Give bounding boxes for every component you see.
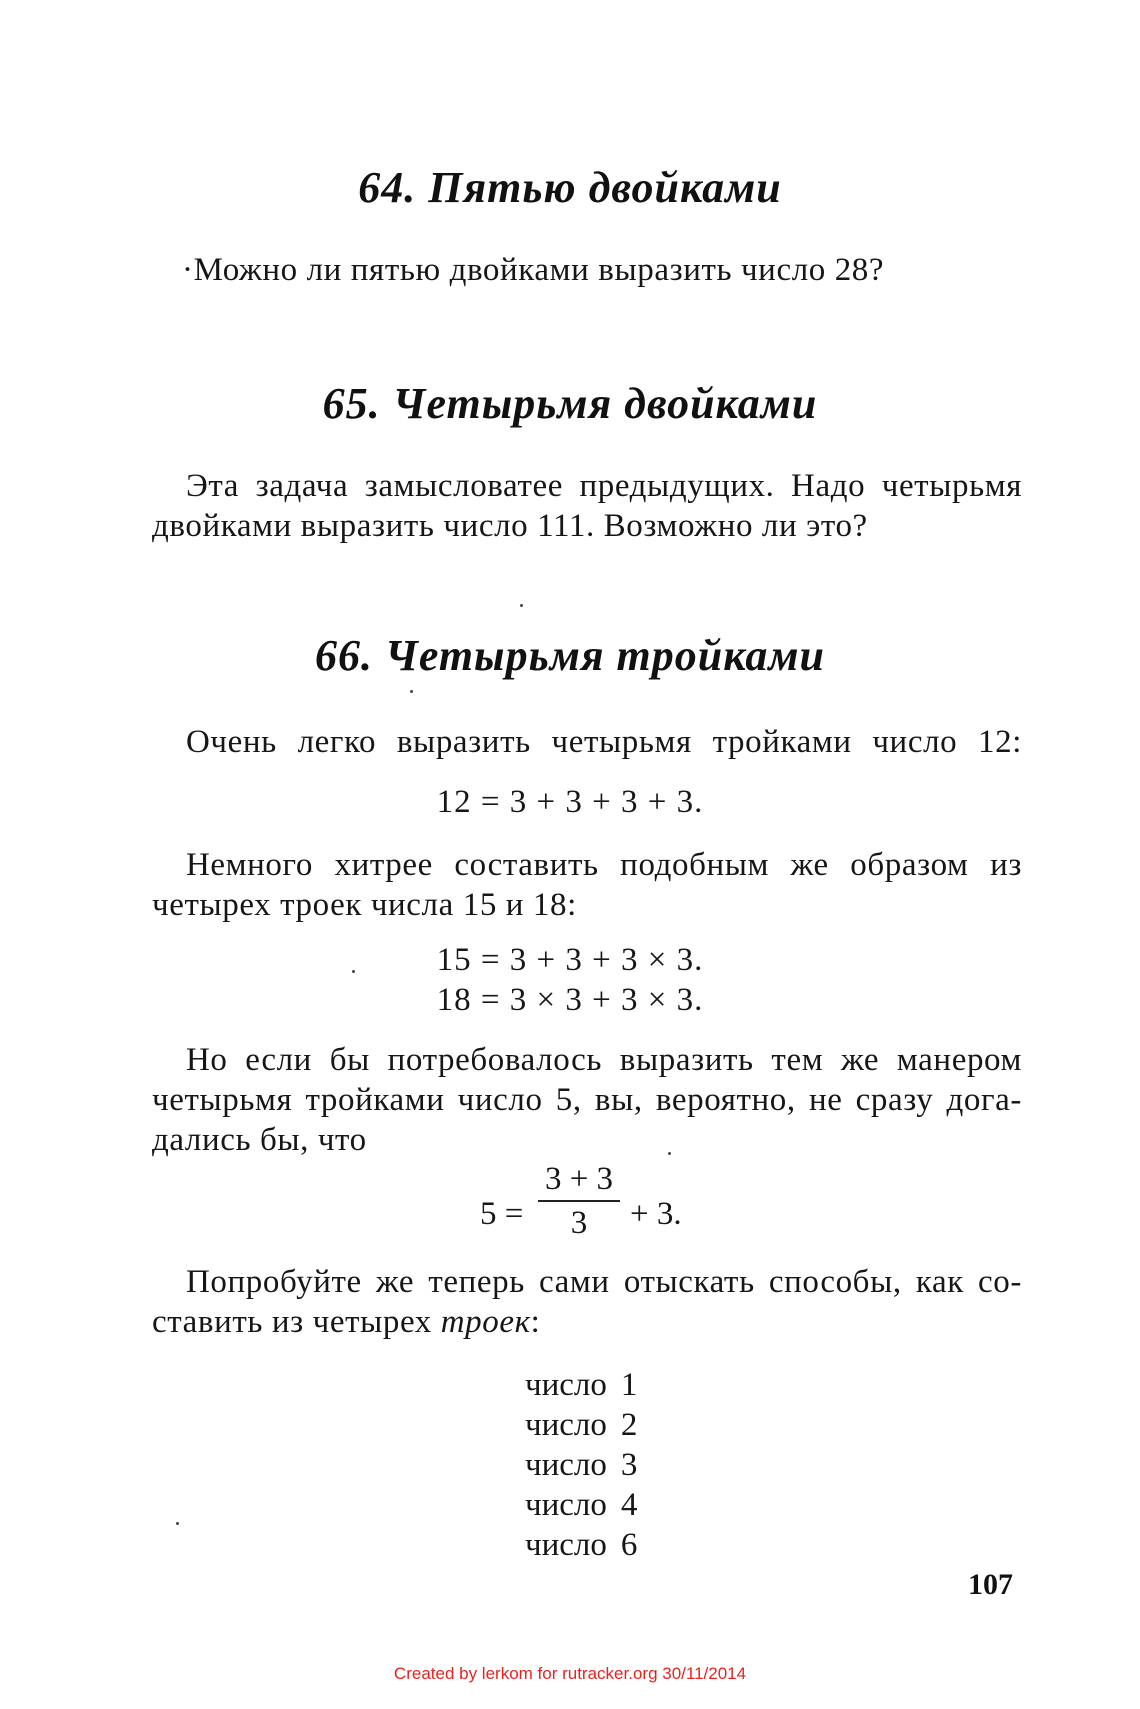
formula-15-18	[0, 940, 1140, 1020]
formula-18-text: 18 = 3 × 3 + 3 × 3.	[436, 982, 704, 1018]
problem-64-text	[152, 250, 1022, 290]
formula-5-denominator: 3	[570, 1205, 588, 1241]
formula-5-lhs: 5 =	[480, 1196, 524, 1232]
problem-65-line-2: двойками выразить число 111. Возможно ли это?	[152, 508, 868, 544]
para-4-line-2-prefix: ставить из четырех	[152, 1304, 432, 1340]
problem-66-para-2-line-1: Немного хитрее составить подобным же образом из	[186, 847, 1022, 883]
problem-66-para-3-line-3: дались бы, что	[152, 1122, 367, 1158]
scan-speck	[668, 1152, 671, 1155]
list-item-number: 3	[620, 1447, 638, 1483]
problem-65-line-1: Эта задача замысловатее предыдущих. Надо четырьмя	[186, 468, 1022, 504]
list-item-number: 4	[620, 1487, 638, 1523]
list-item-label: число	[525, 1407, 607, 1443]
fraction-bar	[538, 1200, 620, 1202]
number-list	[525, 1365, 637, 1565]
problem-66-para-3-line-1: Но если бы потребовалось выразить тем же манером	[186, 1042, 1022, 1078]
scan-speck	[520, 604, 523, 607]
scan-speck	[352, 970, 355, 973]
scan-speck	[176, 1522, 179, 1525]
list-item	[525, 1365, 637, 1405]
problem-66-para-4	[152, 1262, 1022, 1342]
list-item-number: 1	[620, 1367, 638, 1403]
page-number: 107	[968, 1568, 1013, 1601]
problem-65-text	[152, 466, 1022, 546]
formula-5-numerator: 3 + 3	[544, 1161, 614, 1197]
problem-64-line-1: ·Можно ли пятью двойками выразить число 28?	[182, 252, 885, 288]
formula-5-rhs: + 3.	[630, 1196, 682, 1232]
problem-66-para-2-line-2: четырех троек числа 15 и 18:	[152, 887, 577, 923]
formula-12-text: 12 = 3 + 3 + 3 + 3.	[436, 784, 704, 820]
list-item-label: число	[525, 1487, 607, 1523]
formula-15-text: 15 = 3 + 3 + 3 × 3.	[436, 942, 704, 978]
problem-65-heading: 65. Четырьмя двойками	[322, 379, 818, 428]
problem-66-para-2	[152, 845, 1022, 925]
list-item-label: число	[525, 1527, 607, 1563]
problem-66-para-4-line-1: Попробуйте же теперь сами отыскать способы, как со-	[186, 1264, 1022, 1300]
list-item-number: 6	[620, 1527, 638, 1563]
problem-66-para-3	[152, 1040, 1022, 1160]
list-item-label: число	[525, 1447, 607, 1483]
para-4-line-2-suffix: :	[530, 1304, 541, 1340]
formula-5	[480, 1160, 720, 1270]
problem-66-intro-line: Очень легко выразить четырьмя тройками число 12:	[186, 724, 1022, 760]
formula-5-fraction	[538, 1160, 620, 1242]
problem-66-heading: 66. Четырьмя тройками	[314, 631, 826, 680]
scan-speck	[410, 690, 413, 693]
list-item-number: 2	[620, 1407, 638, 1443]
watermark-text: Created by lerkom for rutracker.org 30/11/2014	[393, 1664, 747, 1683]
list-item	[525, 1445, 637, 1485]
list-item	[525, 1525, 637, 1565]
formula-12	[0, 782, 1140, 822]
problem-66-para-3-line-2: четырьмя тройками число 5, вы, вероятно, не сразу дога-	[152, 1082, 1022, 1118]
list-item	[525, 1485, 637, 1525]
problem-66-intro	[152, 722, 1022, 762]
problem-66-para-4-line-2	[152, 1302, 1022, 1342]
problem-64-heading: 64. Пятью двойками	[358, 163, 782, 212]
list-item-label: число	[525, 1367, 607, 1403]
list-item	[525, 1405, 637, 1445]
para-4-line-2-emph: троек	[440, 1304, 531, 1340]
